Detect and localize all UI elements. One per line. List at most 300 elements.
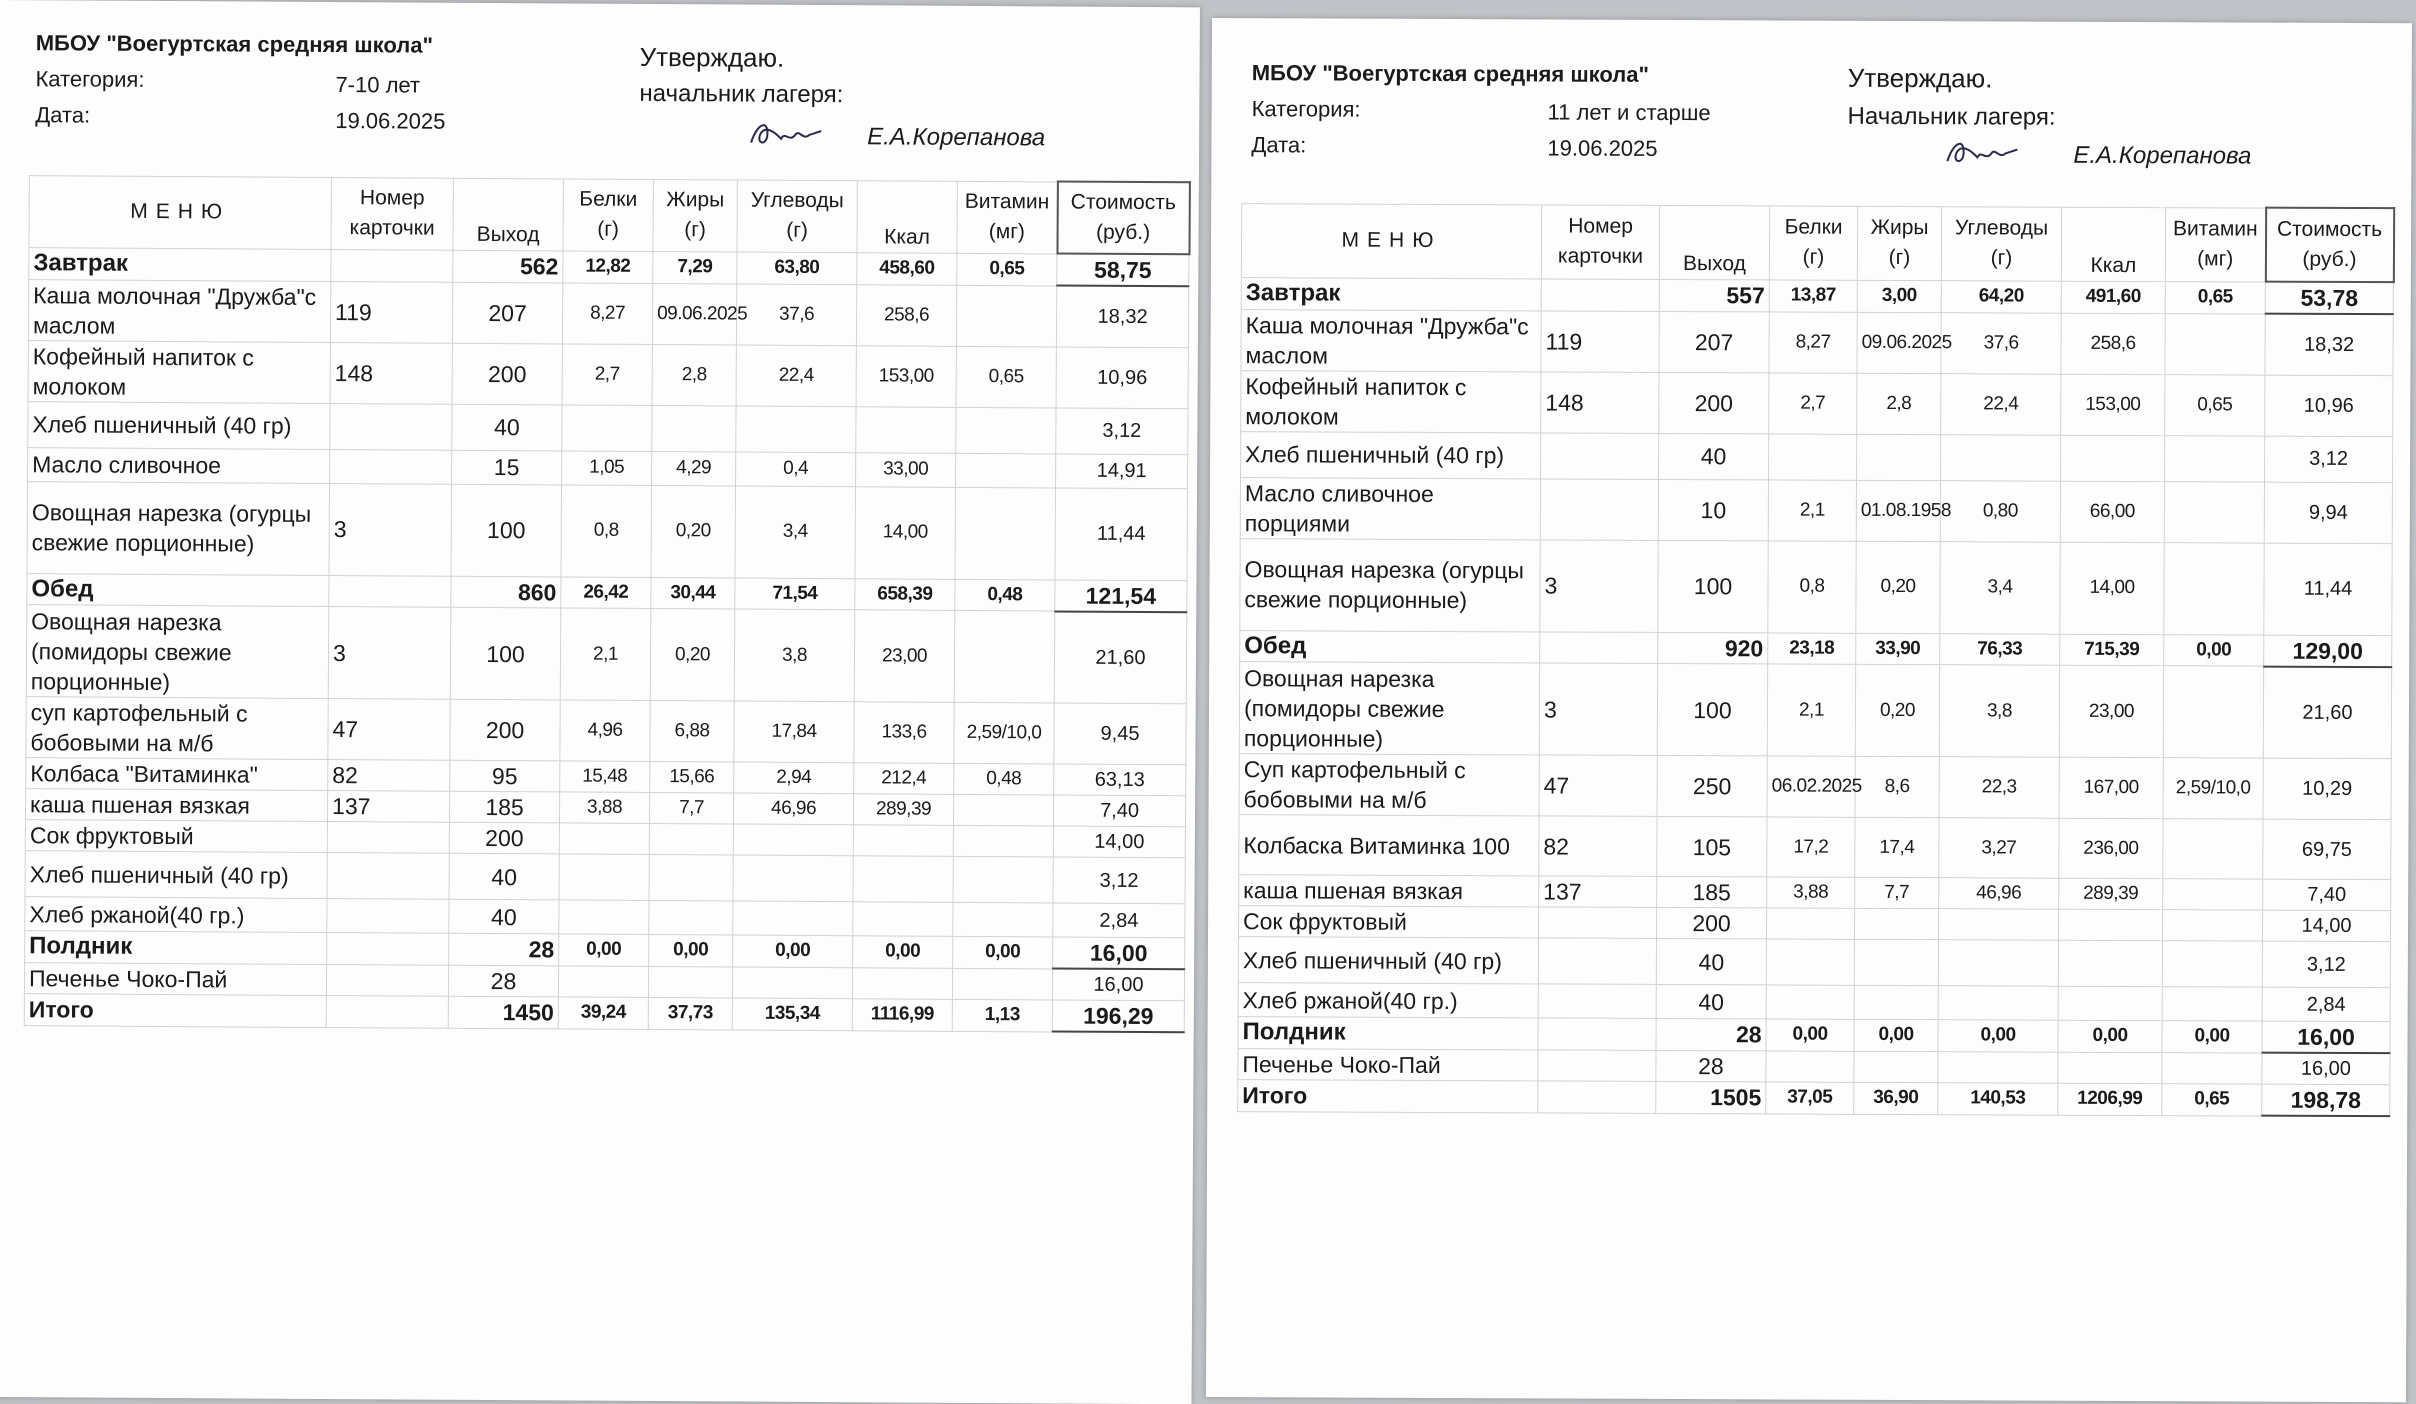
cell-carbs: 0,00 (733, 935, 853, 967)
category-label: Категория: (35, 66, 145, 92)
cell-name: Овощная нарезка (помидоры свежие порционные) (26, 605, 329, 699)
menu-sheet-7-10 (0, 0, 1200, 1404)
cell-fat: 0,00 (1854, 1019, 1938, 1051)
cell-card: 3 (329, 483, 452, 576)
cell-carbs: 22,3 (1939, 757, 2059, 819)
cell-fat (1854, 1051, 1938, 1083)
menu-table (24, 174, 1191, 1033)
cell-card: 3 (1540, 539, 1658, 632)
table-row (25, 851, 1185, 904)
cell-card (1538, 907, 1656, 939)
cell-kcal (853, 825, 953, 857)
approve-role: начальник лагеря: (639, 79, 844, 109)
header-yield: Выход (453, 178, 563, 251)
cell-name: Колбаска Витаминка 100 (1239, 815, 1539, 876)
cell-kcal (853, 902, 953, 937)
cell-carbs (732, 966, 852, 998)
cell-carbs (1938, 909, 2058, 941)
cell-vitamin (953, 856, 1053, 903)
cell-vitamin: 0,65 (957, 253, 1057, 286)
cell-kcal: 23,00 (854, 610, 955, 703)
cell-vitamin (2164, 542, 2264, 634)
cell-fat: 15,66 (650, 761, 734, 793)
cell-yield: 40 (449, 899, 559, 934)
section-row (1241, 277, 2393, 314)
cell-name: Полдник (25, 931, 327, 964)
cell-vitamin: 2,59/10,0 (954, 702, 1054, 764)
cell-yield: 860 (451, 576, 561, 608)
cell-yield: 1505 (1656, 1081, 1766, 1113)
header-kcal: Ккал (2061, 207, 2165, 281)
cell-protein: 26,42 (561, 576, 651, 608)
cell-yield: 40 (1656, 984, 1766, 1018)
cell-vitamin (2163, 819, 2263, 879)
cell-cost: 10,96 (1056, 346, 1188, 408)
menu-sheet-11-plus (1206, 18, 2412, 1402)
cell-card (330, 449, 452, 484)
cell-fat (649, 823, 733, 855)
cell-vitamin (2162, 1052, 2262, 1084)
cell-kcal (852, 967, 952, 999)
cell-carbs: 3,8 (1939, 665, 2059, 758)
cell-vitamin (2164, 435, 2264, 481)
header-card: Номер карточки (1541, 204, 1659, 279)
cell-cost: 2,84 (2262, 987, 2390, 1022)
cell-vitamin: 0,00 (2162, 1021, 2262, 1053)
cell-card (327, 822, 449, 854)
cell-protein (1766, 985, 1854, 1019)
cell-carbs: 71,54 (735, 578, 855, 610)
table-row (26, 605, 1187, 704)
cell-name: Итого (24, 994, 326, 1027)
cell-fat (649, 900, 733, 935)
cell-carbs: 135,34 (732, 998, 852, 1030)
header-carbs: Углеводы (г) (737, 180, 857, 253)
cell-cost: 14,00 (1053, 826, 1185, 858)
table-row (1238, 906, 2390, 942)
table-row (1240, 431, 2392, 482)
cell-carbs (1940, 434, 2060, 481)
signer-name: Е.А.Корепанова (2073, 141, 2252, 170)
date-value: 19.06.2025 (1547, 135, 1658, 161)
cell-yield: 28 (449, 933, 559, 965)
cell-card (330, 403, 452, 450)
table-row (28, 340, 1188, 408)
cell-carbs: 140,53 (1938, 1083, 2058, 1115)
cell-carbs: 64,20 (1941, 280, 2061, 313)
cell-yield: 28 (448, 965, 558, 997)
cell-carbs: 22,4 (736, 345, 856, 407)
cell-protein: 13,87 (1769, 279, 1857, 311)
cell-card (327, 899, 449, 934)
cell-name: Завтрак (1241, 277, 1541, 310)
cell-fat (648, 966, 732, 998)
cell-kcal (856, 406, 956, 453)
cell-protein (1766, 1050, 1854, 1082)
cell-card (327, 853, 449, 900)
category-value: 11 лет и старше (1547, 99, 1711, 126)
table-row (1238, 937, 2390, 988)
header-vitamin: Витамин (мг) (2165, 207, 2265, 281)
cell-cost: 3,12 (2262, 941, 2390, 988)
cell-carbs: 3,4 (1940, 541, 2060, 634)
cell-fat: 0,20 (650, 608, 735, 701)
cell-protein: 39,24 (558, 997, 648, 1029)
cell-cost: 16,00 (1053, 937, 1185, 969)
cell-card (326, 996, 448, 1028)
cell-protein: 0,00 (1766, 1019, 1854, 1051)
cell-vitamin (2163, 666, 2263, 758)
cell-cost: 11,44 (1055, 487, 1188, 580)
cell-carbs: 0,4 (736, 452, 856, 487)
cell-protein: 3,88 (1767, 877, 1855, 908)
cell-vitamin (953, 902, 1053, 937)
cell-card (1538, 1018, 1656, 1050)
cell-vitamin: 2,59/10,0 (2163, 758, 2263, 819)
cell-card: 137 (327, 791, 449, 823)
cell-vitamin (956, 407, 1056, 454)
table-row (1238, 1048, 2390, 1085)
cell-cost: 3,12 (2264, 436, 2392, 483)
cell-kcal: 23,00 (2059, 665, 2163, 757)
table-row (28, 279, 1188, 347)
cell-cost: 18,32 (1056, 285, 1188, 347)
menu-rows (24, 247, 1189, 1032)
header-fat: Жиры (г) (1857, 206, 1941, 280)
cell-cost: 21,60 (1054, 611, 1187, 704)
total-row (24, 994, 1184, 1033)
cell-card (1538, 1081, 1656, 1113)
cell-vitamin (2163, 879, 2263, 910)
cell-fat: 30,44 (651, 577, 735, 609)
cell-vitamin (954, 610, 1055, 703)
cell-carbs (733, 855, 853, 902)
cell-kcal: 153,00 (2061, 374, 2165, 435)
table-row (1239, 875, 2391, 911)
signature-image (1943, 131, 2023, 171)
header-cost: Стоимость (руб.) (2265, 208, 2393, 283)
cell-kcal: 153,00 (856, 345, 956, 407)
table-row (1239, 662, 2391, 759)
cell-card: 3 (1539, 663, 1657, 756)
cell-cost: 3,12 (1053, 857, 1185, 904)
cell-card (1541, 278, 1659, 311)
table-row (1239, 754, 2391, 820)
cell-kcal (2058, 986, 2162, 1020)
cell-yield: 557 (1659, 279, 1769, 311)
cell-card: 119 (330, 281, 452, 343)
cell-cost: 53,78 (2265, 282, 2393, 315)
cell-fat: 4,29 (652, 451, 736, 486)
cell-yield: 28 (1656, 1018, 1766, 1050)
header-protein: Белки (г) (1769, 205, 1857, 279)
header-card: Номер карточки (331, 177, 453, 250)
cell-kcal: 491,60 (2061, 281, 2165, 313)
cell-carbs: 0,00 (1938, 1020, 2058, 1052)
cell-carbs (1938, 940, 2058, 987)
cell-name: Сок фруктовый (1238, 906, 1538, 938)
cell-protein (562, 404, 652, 451)
cell-carbs: 37,6 (736, 284, 856, 346)
cell-protein (1768, 433, 1856, 479)
cell-yield: 200 (1659, 372, 1769, 433)
cell-carbs: 3,4 (735, 486, 856, 579)
cell-protein: 2,7 (562, 343, 652, 405)
header-menu: МЕНЮ (1241, 203, 1541, 278)
table-row (1238, 983, 2390, 1022)
cell-yield: 100 (451, 484, 562, 577)
cell-protein (559, 900, 649, 935)
cell-protein (1766, 939, 1854, 985)
cell-yield: 40 (449, 853, 559, 900)
cell-name: Хлеб ржаной(40 гр.) (25, 897, 327, 933)
cell-protein: 2,7 (1769, 372, 1857, 433)
cell-cost: 9,45 (1054, 703, 1186, 765)
cell-vitamin: 0,48 (955, 579, 1055, 611)
cell-carbs: 22,4 (1941, 373, 2061, 435)
table-row (1241, 370, 2393, 436)
cell-carbs (1938, 1051, 2058, 1083)
header-vitamin: Витамин (мг) (957, 181, 1057, 254)
cell-name: Кофейный напиток с молоком (1241, 370, 1541, 432)
approve-heading: Утверждаю. (639, 41, 785, 73)
cell-name: Кофейный напиток с молоком (28, 340, 330, 403)
category-label: Категория: (1251, 96, 1361, 122)
cell-protein (1766, 908, 1854, 939)
header-cost: Стоимость (руб.) (1057, 181, 1189, 254)
cell-cost: 121,54 (1055, 579, 1187, 611)
cell-carbs: 46,96 (1939, 878, 2059, 910)
cell-kcal (2058, 940, 2162, 986)
cell-vitamin: 0,65 (2165, 281, 2265, 313)
cell-protein (559, 854, 649, 901)
cell-fat (652, 405, 736, 452)
cell-protein: 23,18 (1768, 632, 1856, 664)
cell-card (327, 933, 449, 965)
cell-yield: 100 (450, 607, 561, 700)
cell-card: 119 (1541, 310, 1659, 372)
cell-fat: 7,7 (649, 792, 733, 824)
date-label: Дата: (35, 102, 91, 128)
cell-fat: 01.08.1958 (1856, 480, 1940, 541)
cell-kcal: 236,00 (2059, 818, 2163, 878)
cell-cost: 7,40 (1053, 795, 1185, 827)
cell-fat (1854, 908, 1938, 939)
cell-protein: 3,88 (559, 792, 649, 824)
cell-yield: 185 (449, 791, 559, 823)
cell-kcal: 14,00 (855, 486, 956, 579)
cell-name: Хлеб пшеничный (40 гр) (1240, 431, 1540, 478)
cell-protein: 0,8 (1768, 540, 1856, 632)
cell-cost: 14,91 (1056, 453, 1188, 488)
cell-protein: 17,2 (1767, 817, 1855, 877)
cell-vitamin: 0,00 (2164, 634, 2264, 666)
cell-name: Итого (1238, 1080, 1538, 1113)
cell-cost: 10,96 (2265, 375, 2393, 437)
cell-yield: 200 (449, 822, 559, 854)
cell-name: Суп картофельный с бобовыми на м/б (1239, 754, 1539, 816)
cell-carbs (733, 901, 853, 936)
approve-role: Начальник лагеря: (1847, 102, 2056, 131)
cell-cost: 16,00 (2262, 1053, 2390, 1085)
cell-fat (1856, 434, 1940, 480)
cell-name: Обед (1240, 630, 1540, 663)
cell-name: Печенье Чоко-Пай (1238, 1048, 1538, 1081)
header-fat: Жиры (г) (653, 179, 737, 252)
cell-name: Обед (27, 573, 329, 606)
cell-carbs: 46,96 (733, 793, 853, 825)
cell-carbs (733, 824, 853, 856)
cell-kcal: 66,00 (2060, 481, 2164, 542)
cell-cost: 18,32 (2265, 314, 2393, 376)
table-row (1239, 815, 2391, 880)
cell-card (1540, 432, 1658, 479)
cell-vitamin (956, 453, 1056, 488)
cell-card: 3 (328, 607, 451, 700)
cell-fat: 17,4 (1855, 817, 1939, 877)
cell-vitamin (952, 968, 1052, 1000)
cell-cost: 3,12 (1056, 407, 1188, 454)
cell-name: Колбаса "Витаминка" (26, 758, 328, 791)
cell-name: Хлеб пшеничный (40 гр) (28, 401, 330, 449)
header-menu: МЕНЮ (29, 175, 331, 249)
cell-name: Полдник (1238, 1017, 1538, 1050)
cell-vitamin: 0,00 (953, 936, 1053, 968)
table-row (1240, 477, 2392, 543)
cell-vitamin (953, 825, 1053, 857)
cell-cost: 7,40 (2263, 879, 2391, 911)
cell-name: Масло сливочное (28, 447, 330, 483)
cell-carbs: 0,80 (1940, 480, 2060, 542)
cell-carbs: 3,8 (734, 609, 855, 702)
cell-name: Хлеб пшеничный (40 гр) (1238, 937, 1538, 984)
cell-cost: 198,78 (2262, 1084, 2390, 1116)
cell-card (331, 249, 453, 282)
cell-yield: 200 (452, 343, 562, 405)
cell-vitamin: 1,13 (952, 999, 1052, 1031)
cell-fat: 2,8 (652, 344, 736, 406)
cell-yield: 40 (1658, 433, 1768, 479)
table-row (1241, 309, 2393, 375)
table-row (26, 697, 1186, 765)
cell-kcal (853, 856, 953, 903)
cell-cost: 10,29 (2263, 758, 2391, 820)
cell-yield: 105 (1657, 816, 1767, 876)
cell-card (329, 575, 451, 607)
cell-name: каша пшеная вязкая (1239, 875, 1539, 907)
cell-protein: 2,1 (1768, 479, 1856, 540)
cell-fat: 6,88 (650, 700, 734, 762)
cell-kcal: 258,6 (856, 284, 956, 346)
cell-protein: 37,05 (1766, 1082, 1854, 1114)
cell-fat (1854, 939, 1938, 985)
cell-vitamin (2164, 481, 2264, 542)
cell-card: 47 (328, 699, 450, 761)
cell-card (326, 964, 448, 996)
approve-heading: Утверждаю. (1847, 62, 1993, 94)
cell-vitamin (2165, 313, 2265, 374)
cell-yield: 185 (1657, 876, 1767, 907)
header-yield: Выход (1659, 205, 1769, 279)
cell-card: 148 (1541, 371, 1659, 433)
cell-yield: 40 (1656, 938, 1766, 984)
date-value: 19.06.2025 (335, 108, 446, 134)
cell-fat: 0,00 (649, 934, 733, 966)
section-row (1238, 1017, 2390, 1054)
cell-carbs: 37,6 (1941, 312, 2061, 374)
cell-fat: 8,6 (1855, 756, 1939, 817)
cell-vitamin: 0,65 (2162, 1084, 2262, 1116)
school-name: МБОУ "Воегуртская средняя школа" (35, 30, 434, 58)
cell-kcal: 0,00 (2058, 1020, 2162, 1052)
cell-cost: 63,13 (1054, 764, 1186, 796)
table-row (27, 481, 1188, 580)
cell-card: 137 (1539, 876, 1657, 908)
cell-kcal (2058, 1052, 2162, 1084)
cell-yield: 10 (1658, 479, 1768, 540)
cell-card (1538, 1049, 1656, 1081)
cell-yield: 1450 (448, 996, 558, 1028)
cell-protein: 12,82 (563, 250, 653, 283)
cell-protein: 2,1 (560, 608, 651, 701)
cell-yield: 250 (1657, 755, 1767, 816)
cell-vitamin (956, 285, 1056, 347)
cell-cost: 69,75 (2263, 819, 2391, 880)
cell-yield: 207 (1659, 311, 1769, 372)
cell-yield: 28 (1656, 1050, 1766, 1082)
cell-protein: 0,00 (559, 934, 649, 966)
cell-carbs (1938, 986, 2058, 1021)
cell-kcal: 33,00 (856, 452, 956, 487)
cell-yield: 200 (1656, 907, 1766, 938)
cell-fat: 09.06.2025 (1857, 312, 1941, 373)
cell-fat: 0,20 (1855, 664, 1939, 756)
cell-fat: 2,8 (1857, 373, 1941, 434)
signature-image (747, 113, 827, 153)
cell-protein (558, 965, 648, 997)
cell-kcal: 14,00 (2060, 542, 2164, 634)
cell-card (1538, 984, 1656, 1019)
cell-kcal: 258,6 (2061, 313, 2165, 374)
cell-kcal: 289,39 (853, 794, 953, 826)
cell-fat: 3,00 (1857, 280, 1941, 312)
cell-yield: 40 (452, 404, 562, 451)
cell-card (1540, 478, 1658, 540)
cell-kcal: 658,39 (855, 578, 955, 610)
cell-protein: 15,48 (560, 761, 650, 793)
header-protein: Белки (г) (563, 178, 653, 251)
cell-name: Масло сливочное порциями (1240, 477, 1540, 539)
cell-fat: 7,29 (653, 251, 737, 284)
cell-cost: 14,00 (2262, 910, 2390, 942)
cell-card (1538, 938, 1656, 985)
cell-kcal: 167,00 (2059, 757, 2163, 818)
cell-fat: 0,20 (651, 485, 736, 578)
cell-cost: 11,44 (2264, 543, 2392, 636)
cell-yield: 562 (453, 250, 563, 283)
cell-protein: 8,27 (1769, 311, 1857, 372)
cell-cost: 16,00 (1052, 968, 1184, 1000)
cell-card (1540, 631, 1658, 663)
cell-card: 47 (1539, 755, 1657, 817)
cell-name: Хлеб пшеничный (40 гр) (25, 851, 327, 899)
cell-card: 148 (330, 342, 452, 404)
cell-protein: 8,27 (562, 282, 652, 344)
cell-name: суп картофельный с бобовыми на м/б (26, 697, 328, 760)
cell-kcal: 458,60 (857, 252, 957, 285)
cell-fat: 33,90 (1856, 633, 1940, 665)
cell-name: Сок фруктовый (25, 820, 327, 853)
